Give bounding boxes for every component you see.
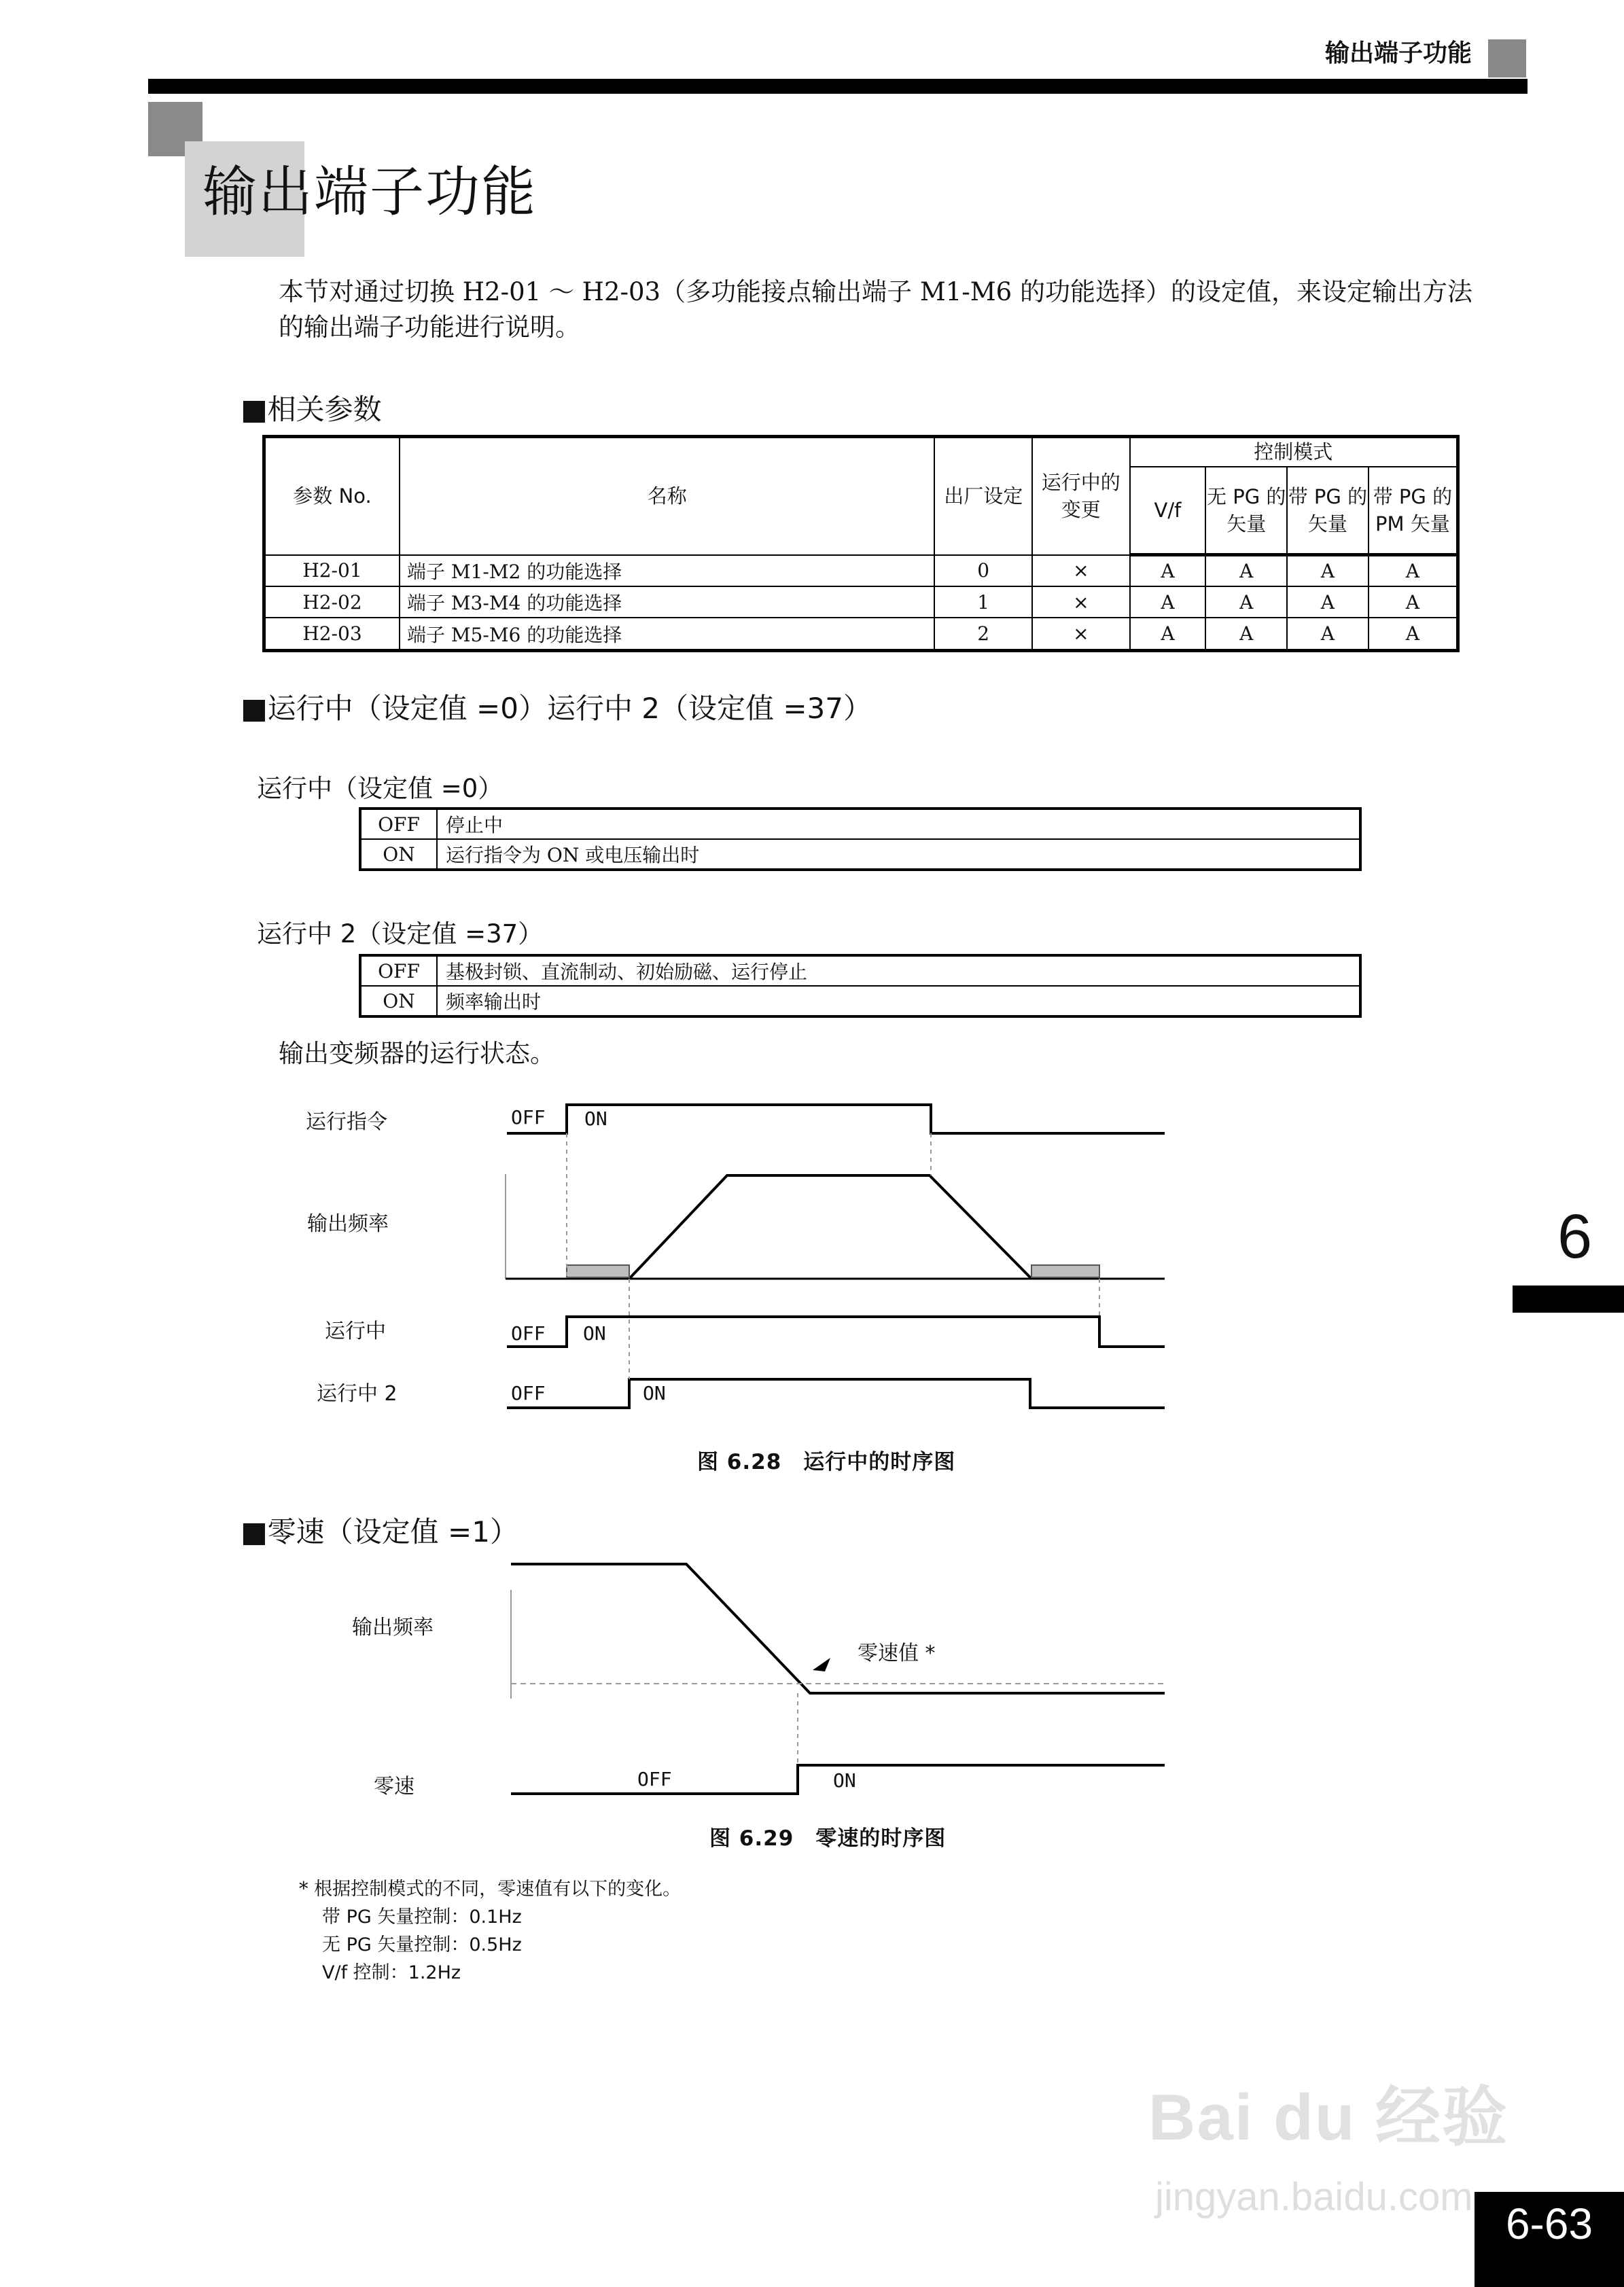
state-value: 基极封锁、直流制动、初始励磁、运行停止 bbox=[437, 955, 1360, 986]
param-factory: 1 bbox=[934, 586, 1032, 618]
zero-speed-heading: ■零速（设定值 =1） bbox=[241, 1515, 518, 1548]
figure-6-29-caption: 图 6.29 零速的时序图 bbox=[709, 1826, 947, 1851]
state-value: 停止中 bbox=[437, 809, 1360, 839]
figure-6-28-caption: 图 6.28 运行中的时序图 bbox=[697, 1450, 956, 1474]
footnote-line: 无 PG 矢量控制：0.5Hz bbox=[322, 1934, 522, 1955]
zero-speed-label-zero: 零速 bbox=[374, 1775, 414, 1798]
col-param-no: 参数 No. bbox=[264, 437, 400, 555]
param-pm-pg: A bbox=[1369, 555, 1458, 586]
running2-signal bbox=[507, 1379, 1165, 1408]
col-no-pg: 无 PG 的矢量 bbox=[1205, 467, 1287, 555]
watermark-url: jingyan.baidu.com bbox=[1155, 2175, 1473, 2219]
label-running: 运行中 bbox=[325, 1319, 386, 1343]
output-frequency-curve bbox=[629, 1175, 1031, 1279]
zero-speed-off: OFF bbox=[637, 1768, 672, 1790]
state-key: OFF bbox=[360, 955, 437, 986]
col-name: 名称 bbox=[400, 437, 934, 555]
header-section-title: 输出端子功能 bbox=[1325, 39, 1472, 67]
state-key: OFF bbox=[360, 809, 437, 839]
param-no-pg: A bbox=[1205, 618, 1287, 650]
running-description: 输出变频器的运行状态。 bbox=[279, 1039, 555, 1068]
state-key: ON bbox=[360, 986, 437, 1016]
param-with-pg: A bbox=[1287, 618, 1369, 650]
dc-brake-block-start bbox=[567, 1265, 629, 1277]
footnote-line: V/f 控制：1.2Hz bbox=[322, 1962, 461, 1983]
chapter-number: 6 bbox=[1557, 1202, 1593, 1271]
col-pm-pg: 带 PG 的 PM 矢量 bbox=[1369, 467, 1458, 555]
param-no-pg: A bbox=[1205, 555, 1287, 586]
col-change-running: 运行中的变更 bbox=[1032, 437, 1130, 555]
param-factory: 2 bbox=[934, 618, 1032, 650]
zero-value-label: 零速值 * bbox=[858, 1642, 936, 1665]
param-with-pg: A bbox=[1287, 586, 1369, 618]
col-factory: 出厂设定 bbox=[934, 437, 1032, 555]
param-vf: A bbox=[1130, 586, 1206, 618]
param-change: × bbox=[1032, 586, 1130, 618]
param-no: H2-03 bbox=[264, 618, 400, 650]
state-key: ON bbox=[360, 839, 437, 870]
param-factory: 0 bbox=[934, 555, 1032, 586]
running-subheading-2: 运行中 2（设定值 =37） bbox=[257, 919, 544, 949]
param-change: × bbox=[1032, 618, 1130, 650]
zero-value-arrow bbox=[813, 1658, 830, 1671]
zero-speed-label-output-frequency: 输出频率 bbox=[352, 1616, 434, 1639]
running2-on: ON bbox=[643, 1382, 666, 1404]
footnote-line: 带 PG 矢量控制：0.1Hz bbox=[322, 1907, 522, 1928]
col-with-pg: 带 PG 的矢量 bbox=[1287, 467, 1369, 555]
footnote bbox=[299, 1875, 681, 1987]
param-name: 端子 M3-M4 的功能选择 bbox=[400, 586, 934, 618]
param-with-pg: A bbox=[1287, 555, 1369, 586]
intro-paragraph: 本节对通过切换 H2-01 ～ H2-03（多功能接点输出端子 M1-M6 的功能选择）的设定值，来设定输出方法的输出端子功能进行说明。 bbox=[279, 277, 1472, 342]
dc-brake-block-end bbox=[1031, 1265, 1099, 1277]
running-off: OFF bbox=[511, 1322, 546, 1345]
col-vf: V/f bbox=[1130, 467, 1206, 555]
run-command-off: OFF bbox=[511, 1106, 546, 1129]
param-no: H2-01 bbox=[264, 555, 400, 586]
running-subheading-1: 运行中（设定值 =0） bbox=[257, 774, 504, 803]
label-running2: 运行中 2 bbox=[317, 1382, 398, 1406]
param-no-pg: A bbox=[1205, 586, 1287, 618]
watermark-brand: Bai du 经验 bbox=[1148, 2081, 1509, 2154]
param-no: H2-02 bbox=[264, 586, 400, 618]
zero-speed-frequency-curve bbox=[511, 1564, 1165, 1693]
related-params-heading: ■相关参数 bbox=[241, 393, 382, 426]
param-vf: A bbox=[1130, 555, 1206, 586]
param-pm-pg: A bbox=[1369, 586, 1458, 618]
label-run-command: 运行指令 bbox=[306, 1110, 387, 1134]
param-pm-pg: A bbox=[1369, 618, 1458, 650]
label-output-frequency: 输出频率 bbox=[307, 1212, 389, 1236]
page-title: 输出端子功能 bbox=[202, 160, 537, 224]
footnote-line: * 根据控制模式的不同，零速值有以下的变化。 bbox=[299, 1879, 682, 1900]
page-number: 6-63 bbox=[1505, 2199, 1593, 2248]
state-value: 运行指令为 ON 或电压输出时 bbox=[437, 839, 1360, 870]
state-value: 频率输出时 bbox=[437, 986, 1360, 1016]
chapter-tab-bar bbox=[1513, 1286, 1624, 1313]
col-control-mode: 控制模式 bbox=[1130, 437, 1458, 467]
param-change: × bbox=[1032, 555, 1130, 586]
param-vf: A bbox=[1130, 618, 1206, 650]
running2-off: OFF bbox=[511, 1382, 546, 1404]
param-name: 端子 M5-M6 的功能选择 bbox=[400, 618, 934, 650]
running-heading: ■运行中（设定值 =0）运行中 2（设定值 =37） bbox=[241, 692, 872, 725]
run-command-on: ON bbox=[584, 1107, 607, 1130]
running-on: ON bbox=[583, 1322, 606, 1345]
zero-speed-on: ON bbox=[833, 1769, 856, 1792]
param-name: 端子 M1-M2 的功能选择 bbox=[400, 555, 934, 586]
